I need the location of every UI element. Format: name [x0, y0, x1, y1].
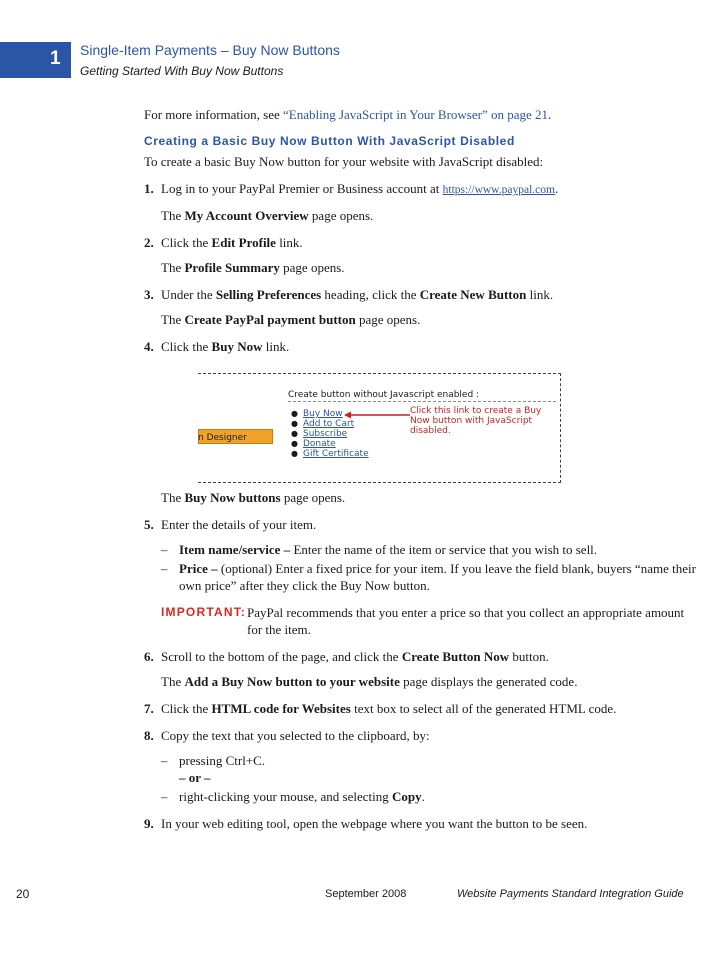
step-text-part: Under the [161, 287, 216, 302]
step-3 [144, 286, 699, 328]
step-text: Copy the text that you selected to the clipboard, by: [161, 728, 430, 743]
buy-now-screenshot-figure [198, 373, 562, 483]
step-1 [144, 180, 699, 224]
step-8 [144, 727, 699, 805]
intro-prefix: For more information, see [144, 107, 283, 122]
step-7 [144, 700, 699, 717]
buy-now-link[interactable]: Buy Now [302, 409, 343, 419]
field-name: Item name/service – [179, 542, 291, 557]
page-content [144, 106, 699, 832]
option-text: pressing Ctrl+C. [179, 753, 266, 768]
intro-link[interactable]: “Enabling JavaScript in Your Browser” on page 21 [283, 107, 549, 122]
list-item [291, 419, 369, 429]
intro-paragraph [144, 106, 699, 123]
step-text-part: The [161, 674, 185, 689]
footer-guide-title: Website Payments Standard Integration Guide [457, 888, 684, 900]
arrow-icon [344, 411, 410, 419]
dash-marker: – [161, 561, 168, 576]
step-result [161, 259, 699, 276]
list-item [161, 541, 699, 558]
list-item [161, 560, 699, 594]
step-number: 5. [144, 517, 154, 532]
step-6 [144, 648, 699, 690]
step-text-part: heading, click the [321, 287, 420, 302]
step-result [161, 673, 699, 690]
step-text-part: The [161, 208, 185, 223]
step-text-part: . [554, 181, 559, 196]
important-label: IMPORTANT: [161, 605, 247, 619]
detail-list [161, 541, 699, 594]
ui-term: HTML code for Websites [211, 701, 351, 716]
dash-marker: – [161, 753, 168, 768]
ui-term: Create New Button [419, 287, 527, 302]
bullet-icon: ● [291, 429, 298, 438]
important-text: PayPal recommends that you enter a price so that you collect an appropriate amount for the item. [247, 605, 685, 637]
step-number: 9. [144, 816, 154, 831]
step-text-part: page opens. [308, 208, 374, 223]
step-text: In your web editing tool, open the webpage where you want the button to be seen. [161, 816, 588, 831]
step-result [161, 489, 699, 506]
list-item [161, 752, 699, 769]
step-4 [144, 338, 699, 506]
page-name: My Account Overview [184, 208, 309, 223]
page-name: Add a Buy Now button to your website [184, 674, 400, 689]
ui-term: Copy [392, 789, 422, 804]
gift-certificate-link[interactable]: Gift Certificate [302, 449, 369, 459]
page-name: Buy Now buttons [184, 490, 281, 505]
list-item [161, 788, 699, 805]
step-9 [144, 815, 699, 832]
add-to-cart-link[interactable]: Add to Cart [302, 419, 355, 429]
button-designer-label: n Designer [198, 433, 247, 443]
step-text-part: button. [509, 649, 549, 664]
chapter-title: Single-Item Payments – Buy Now Buttons [80, 42, 340, 58]
step-text [161, 648, 699, 665]
step-5 [144, 516, 699, 638]
step-text-part: Click the [161, 235, 212, 250]
important-note [161, 604, 699, 638]
page-name: Profile Summary [184, 260, 280, 275]
bullet-icon: ● [291, 409, 298, 418]
step-text [161, 700, 699, 717]
step-text-part: text box to select all of the generated HTML code. [350, 701, 617, 716]
ui-term: Buy Now [211, 339, 263, 354]
step-text-part: The [161, 490, 185, 505]
field-name: Price – [179, 561, 218, 576]
chapter-number: 1 [50, 48, 61, 69]
step-text-part: Scroll to the bottom of the page, and click the [161, 649, 402, 664]
dash-marker: – [161, 542, 168, 557]
step-text-part: link. [262, 339, 290, 354]
step-text-part: Click the [161, 339, 212, 354]
list-item [291, 439, 369, 449]
step-text-part: The [161, 312, 185, 327]
step-number: 7. [144, 701, 154, 716]
page-number: 20 [16, 887, 30, 901]
field-description: (optional) Enter a fixed price for your item. If you leave the field blank, buyers “name their own price” after they click the Buy Now button. [179, 561, 696, 593]
step-text-part: The [161, 260, 185, 275]
figure-divider [288, 401, 556, 402]
option-text: . [421, 789, 425, 804]
step-number: 2. [144, 235, 154, 250]
dash-marker: – [161, 789, 168, 804]
step-text [161, 338, 699, 355]
step-text-part: link. [275, 235, 303, 250]
bullet-icon: ● [291, 449, 298, 458]
list-item [291, 449, 369, 459]
step-text [161, 286, 699, 303]
section-heading: Creating a Basic Buy Now Button With JavaScript Disabled [144, 134, 515, 148]
section-subtitle: Getting Started With Buy Now Buttons [80, 64, 284, 78]
step-text: Enter the details of your item. [161, 517, 317, 532]
step-result [161, 311, 699, 328]
section-lead: To create a basic Buy Now button for your website with JavaScript disabled: [144, 154, 544, 169]
ui-term: Create Button Now [401, 649, 510, 664]
donate-link[interactable]: Donate [302, 439, 336, 449]
step-text-part: page opens. [280, 490, 346, 505]
list-item [291, 429, 369, 439]
step-text-part: link. [526, 287, 554, 302]
step-number: 4. [144, 339, 154, 354]
option-text: right-clicking your mouse, and selecting [179, 789, 393, 804]
intro-suffix: . [548, 107, 552, 122]
figure-heading: Create button without Javascript enabled : [288, 390, 480, 400]
step-text [161, 180, 699, 199]
step-number: 3. [144, 287, 154, 302]
page-name: Create PayPal payment button [184, 312, 356, 327]
step-text-part: page displays the generated code. [399, 674, 578, 689]
step-number: 6. [144, 649, 154, 664]
copy-options [161, 752, 699, 805]
step-text [161, 234, 699, 251]
step-text-part: Log in to your PayPal Premier or Business account at [161, 181, 443, 196]
step-result [161, 207, 699, 224]
callout-note: Click this link to create a Buy Now button with JavaScript disabled. [410, 406, 542, 436]
paypal-url-link[interactable]: https://www.paypal.com [442, 184, 555, 196]
ui-term: Selling Preferences [215, 287, 322, 302]
step-text-part: page opens. [279, 260, 345, 275]
step-number: 8. [144, 728, 154, 743]
step-number: 1. [144, 181, 154, 196]
subscribe-link[interactable]: Subscribe [302, 429, 348, 439]
step-2 [144, 234, 699, 276]
step-text-part: Click the [161, 701, 212, 716]
step-text-part: page opens. [355, 312, 421, 327]
bullet-icon: ● [291, 439, 298, 448]
field-description: Enter the name of the item or service that you wish to sell. [290, 542, 598, 557]
footer-date: September 2008 [325, 888, 407, 900]
ui-term: Edit Profile [211, 235, 276, 250]
or-separator: – or – [179, 770, 211, 785]
bullet-icon: ● [291, 419, 298, 428]
